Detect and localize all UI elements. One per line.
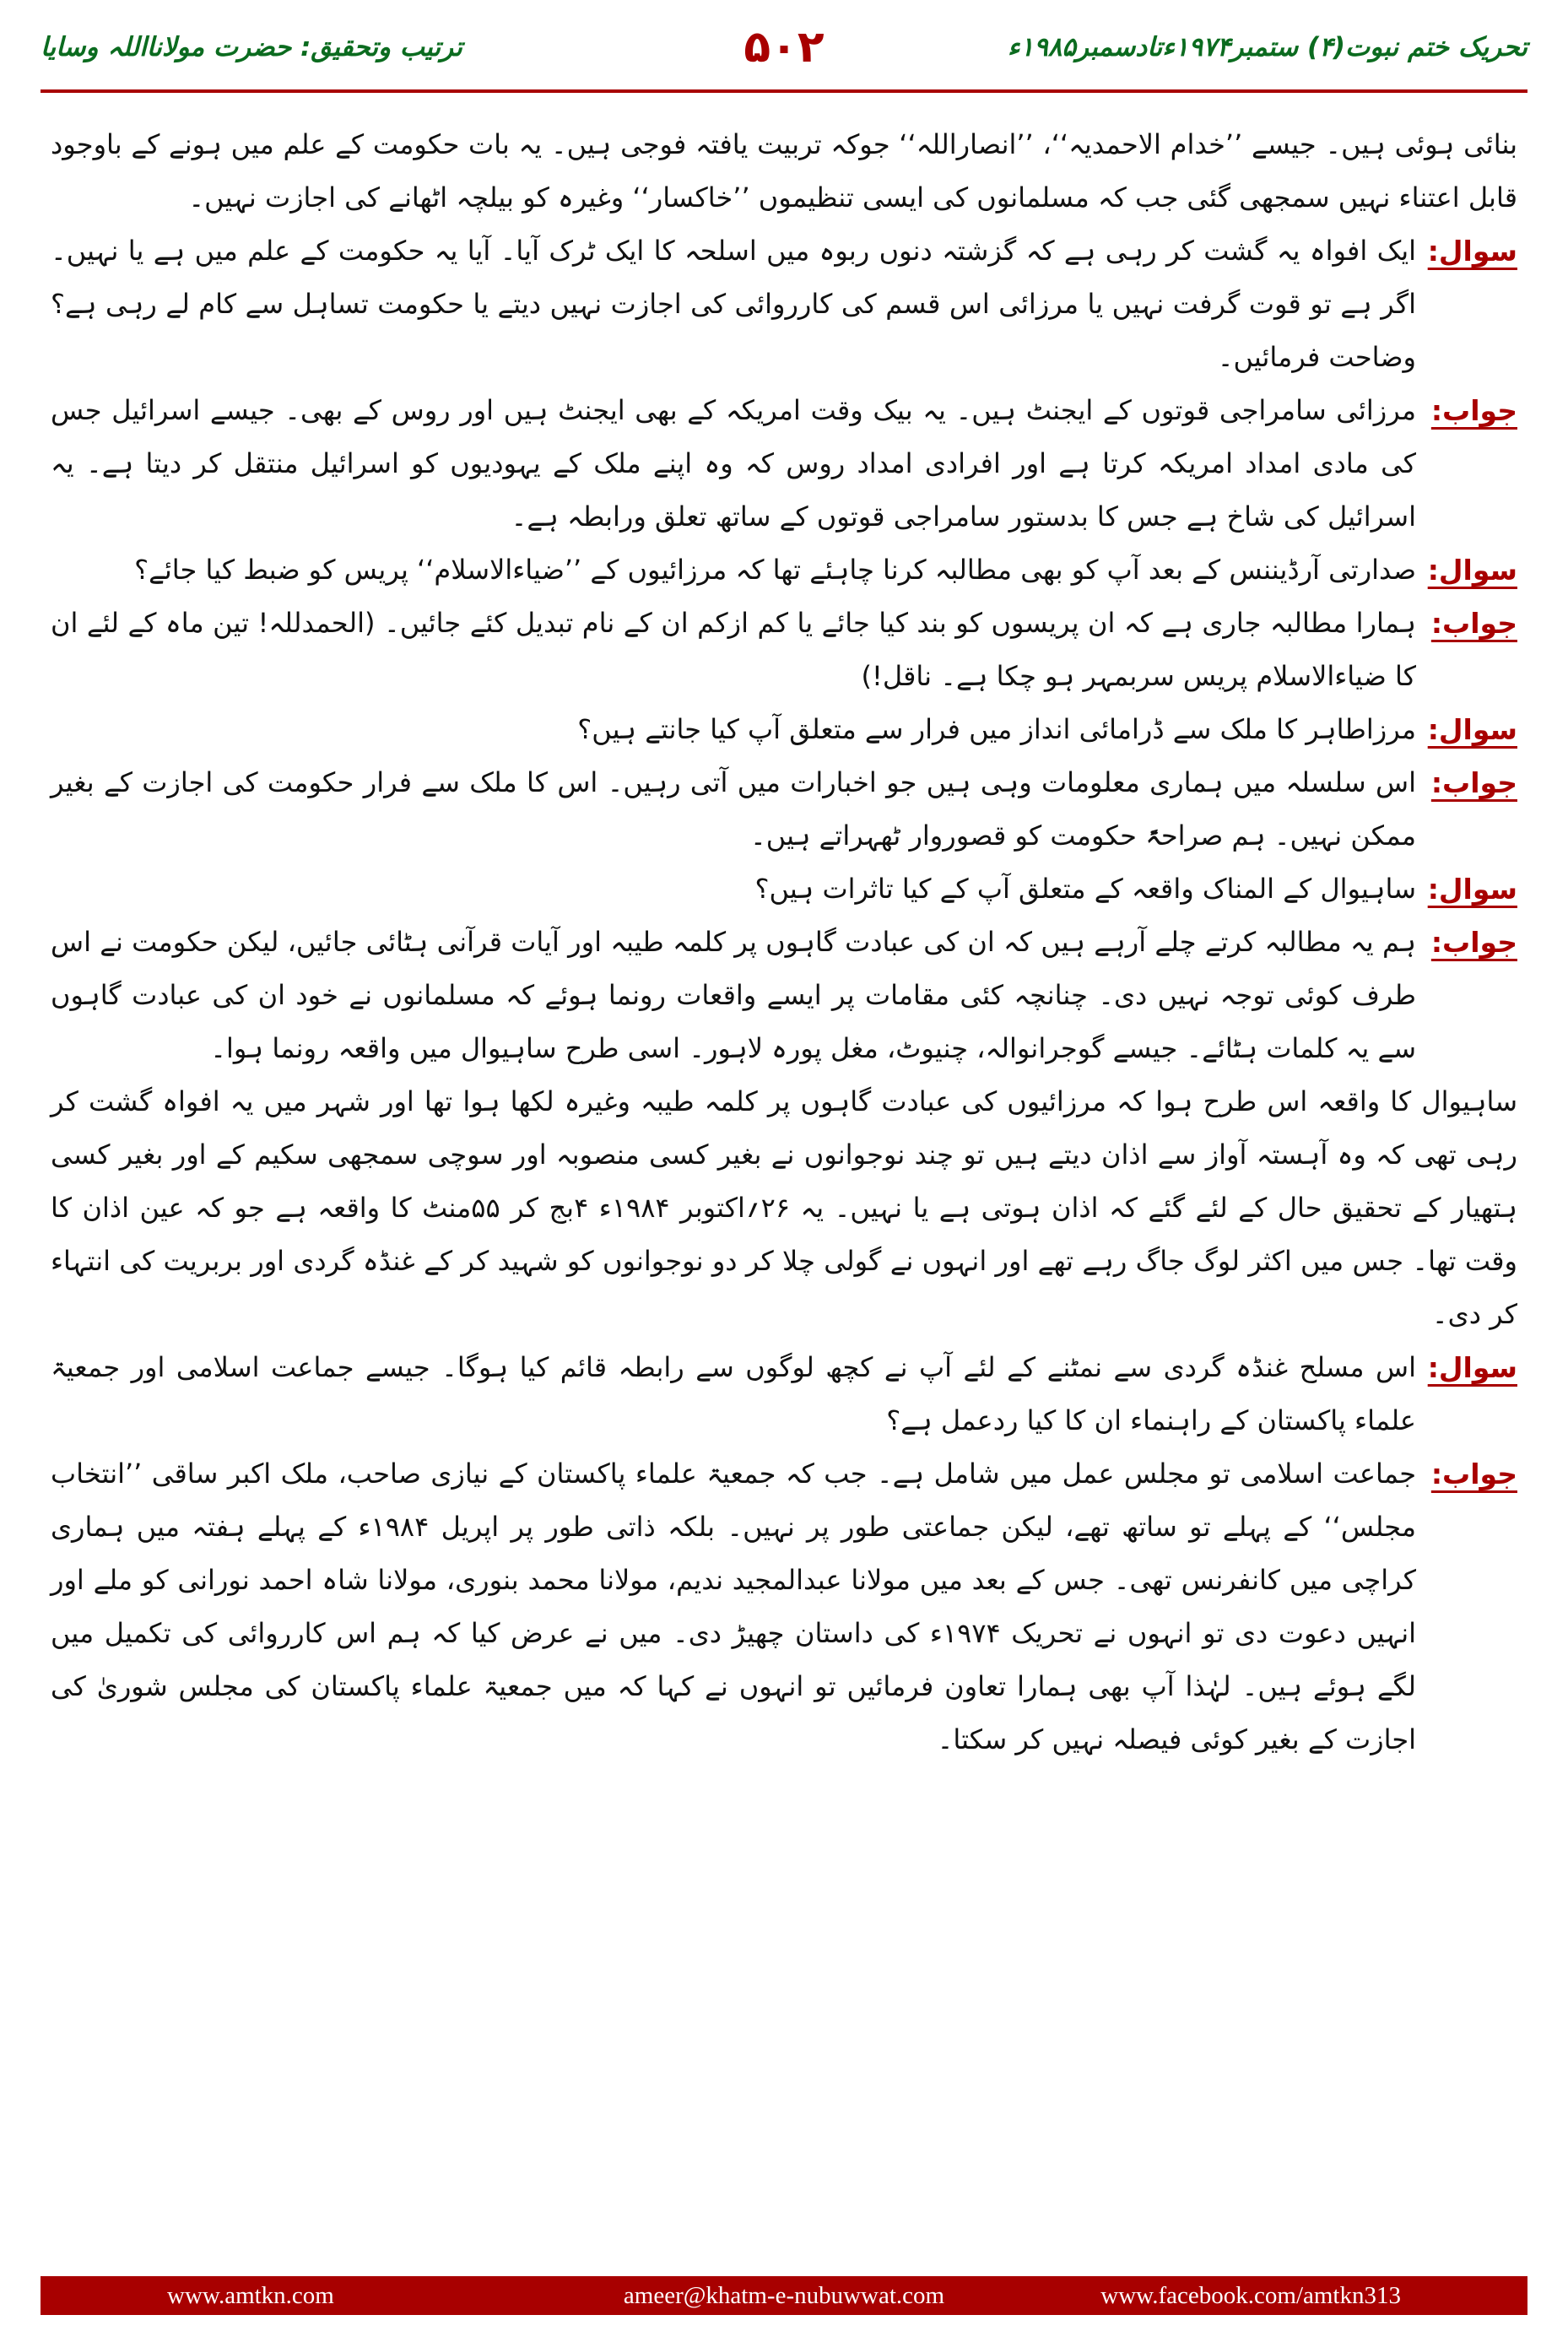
block-text: صدارتی آرڈیننس کے بعد آپ کو بھی مطالبہ کرنا چاہئے تھا کہ مرزائیوں کے ’’ضیاءالاسلام‘‘ پریس کو ضبط کیا جائے؟ (134, 554, 1416, 586)
paragraph: ساہیوال کا واقعہ اس طرح ہوا کہ مرزائیوں کی عبادت گاہوں پر کلمہ طیبہ وغیرہ لکھا ہوا تھا اور شہر میں یہ افواہ گشت کر رہی تھی کہ وہ آہستہ آواز سے اذان دیتے ہیں تو چند نوجوانوں نے بغیر کسی منصوبہ اور سوچی سمجھی سکیم کے اور بغیر کسی ہتھیار کے تحقیق حال کے لئے گئے کہ اذان ہوتی ہے یا نہیں۔ یہ ۲۶؍اکتوبر ۱۹۸۴ء ۴بج کر ۵۵منٹ کا واقعہ ہے جو کہ عین اذان کا وقت تھا۔ جس میں اکثر لوگ جاگ رہے تھے اور انہوں نے گولی چلا کر دو نوجوانوں کو شہید کر کے غنڈہ گردی اور بربریت کی انتہاء کر دی۔ (51, 1085, 1518, 1330)
footer-email-link[interactable]: ameer@khatm-e-nubuwwat.com (623, 2282, 945, 2309)
header-divider (41, 89, 1527, 93)
block-text: اس سلسلہ میں ہماری معلومات وہی ہیں جو اخبارات میں آتی رہیں۔ اس کا ملک سے فرار حکومت کی اجازت کے بغیر ممکن نہیں۔ ہم صراحۃً حکومت کو قصوروار ٹھہراتے ہیں۔ (51, 766, 1417, 852)
footer-website-link[interactable]: www.amtkn.com (167, 2282, 334, 2309)
block-text: مرزاطاہر کا ملک سے ڈرامائی انداز میں فرار سے متعلق آپ کیا جانتے ہیں؟ (577, 713, 1416, 745)
block-text: ایک افواہ یہ گشت کر رہی ہے کہ گزشتہ دنوں ربوہ میں اسلحہ کا ایک ٹرک آیا۔ آیا یہ حکومت کے علم میں ہے یا نہیں۔ اگر ہے تو قوت گرفت نہیں یا مرزائی اس قسم کی کارروائی کی اجازت نہیں دیتے یا حکومت تساہل سے کام لے رہی ہے؟ وضاحت فرمائیں۔ (51, 235, 1417, 373)
page-header (41, 22, 1527, 76)
footer-facebook-link[interactable]: www.facebook.com/amtkn313 (1100, 2282, 1401, 2309)
question-block (51, 224, 1517, 384)
question-label: سوال: (1427, 235, 1517, 268)
question-label: سوال: (1427, 1351, 1517, 1384)
question-label: سوال: (1427, 713, 1517, 746)
book-title: تحریک ختم نبوت(۴) ستمبر۱۹۷۴ءتادسمبر۱۹۸۵ء (1007, 32, 1527, 62)
compiler-credit: ترتیب وتحقیق: حضرت مولانااللہ وسایا (41, 32, 462, 62)
page-footer (41, 2276, 1527, 2315)
block-text: مرزائی سامراجی قوتوں کے ایجنٹ ہیں۔ یہ بیک وقت امریکہ کے بھی ایجنٹ ہیں اور روس کے بھی۔ جیسے اسرائیل جس کی مادی امداد امریکہ کرتا ہے اور افرادی امداد روس کہ وہ اپنے ملک کے یہودیوں کو اسرائیل منتقل کر دیتا ہے۔ یہ اسرائیل کی شاخ ہے جس کا بدستور سامراجی قوتوں کے ساتھ تعلق ورابطہ ہے۔ (51, 394, 1416, 533)
answer-block (51, 597, 1517, 703)
question-block (51, 544, 1517, 597)
answer-label: جواب: (1430, 926, 1517, 959)
paragraph: بنائی ہوئی ہیں۔ جیسے ’’خدام الاحمدیہ‘‘، ’’انصاراللہ‘‘ جوکہ تربیت یافتہ فوجی ہیں۔ یہ بات حکومت کے علم میں ہونے کے باوجود قابل اعتناء نہیں سمجھی گئی جب کہ مسلمانوں کی ایسی تنظیموں ’’خاکسار‘‘ وغیرہ کو بیلچہ اٹھانے کی اجازت نہیں۔ (51, 128, 1518, 214)
question-block (51, 703, 1517, 756)
block-text: اس مسلح غنڈہ گردی سے نمٹنے کے لئے آپ نے کچھ لوگوں سے رابطہ قائم کیا ہوگا۔ جیسے جماعت اسلامی اور جمعیۃ علماء پاکستان کے راہنماء ان کا کیا ردعمل ہے؟ (51, 1351, 1417, 1436)
block-text: ہم یہ مطالبہ کرتے چلے آرہے ہیں کہ ان کی عبادت گاہوں پر کلمہ طیبہ اور آیات قرآنی ہٹائی جائیں، لیکن حکومت نے اس طرف کوئی توجہ نہیں دی۔ چنانچہ کئی مقامات پر ایسے واقعات رونما ہوئے کہ مسلمانوں نے خود ان کی عبادت گاہوں سے یہ کلمات ہٹائے۔ جیسے گوجرانوالہ، چنیوٹ، مغل پورہ لاہور۔ اسی طرح ساہیوال میں واقعہ رونما ہوا۔ (51, 926, 1416, 1064)
page-number: ۵۰۲ (743, 22, 825, 73)
answer-label: جواب: (1430, 607, 1517, 640)
answer-block (51, 756, 1517, 863)
block-text: جماعت اسلامی تو مجلس عمل میں شامل ہے۔ جب کہ جمعیۃ علماء پاکستان کے نیازی صاحب، ملک اکبر ساقی ’’انتخاب مجلس‘‘ کے پہلے تو ساتھ تھے، لیکن جماعتی طور پر نہیں۔ بلکہ ذاتی طور پر اپریل ۱۹۸۴ء کے پہلے ہفتہ میں ہماری کراچی میں کانفرنس تھی۔ جس کے بعد میں مولانا عبدالمجید ندیم، مولانا محمد بنوری، مولانا شاہ احمد نورانی کو ملے اور انہیں دعوت دی تو انہوں نے تحریک ۱۹۷۴ء کی داستان چھیڑ دی۔ میں نے عرض کیا کہ ہم اس کارروائی کی تکمیل میں لگے ہوئے ہیں۔ لہٰذا آپ بھی ہمارا تعاون فرمائیں تو انہوں نے کہا کہ میں جمعیۃ علماء پاکستان کی مجلس شوریٰ کی اجازت کے بغیر کوئی فیصلہ نہیں کر سکتا۔ (51, 1458, 1417, 1755)
question-label: سوال: (1427, 873, 1517, 906)
block-text: ہمارا مطالبہ جاری ہے کہ ان پریسوں کو بند کیا جائے یا کم ازکم ان کے نام تبدیل کئے جائیں۔ (الحمدللہ! تین ماہ کے لئے ان کا ضیاءالاسلام پریس سربمہر ہو چکا ہے۔ ناقل!) (51, 607, 1416, 692)
answer-block (51, 916, 1517, 1075)
block-text: ساہیوال کے المناک واقعہ کے متعلق آپ کے کیا تاثرات ہیں؟ (754, 873, 1416, 905)
answer-block (51, 1447, 1517, 1766)
answer-label: جواب: (1430, 394, 1517, 427)
answer-block (51, 384, 1517, 544)
page-body (51, 118, 1517, 1766)
question-block (51, 863, 1517, 916)
question-label: سوال: (1427, 554, 1517, 587)
question-block (51, 1341, 1517, 1447)
answer-label: جواب: (1430, 1458, 1517, 1490)
answer-label: جواب: (1430, 766, 1517, 799)
